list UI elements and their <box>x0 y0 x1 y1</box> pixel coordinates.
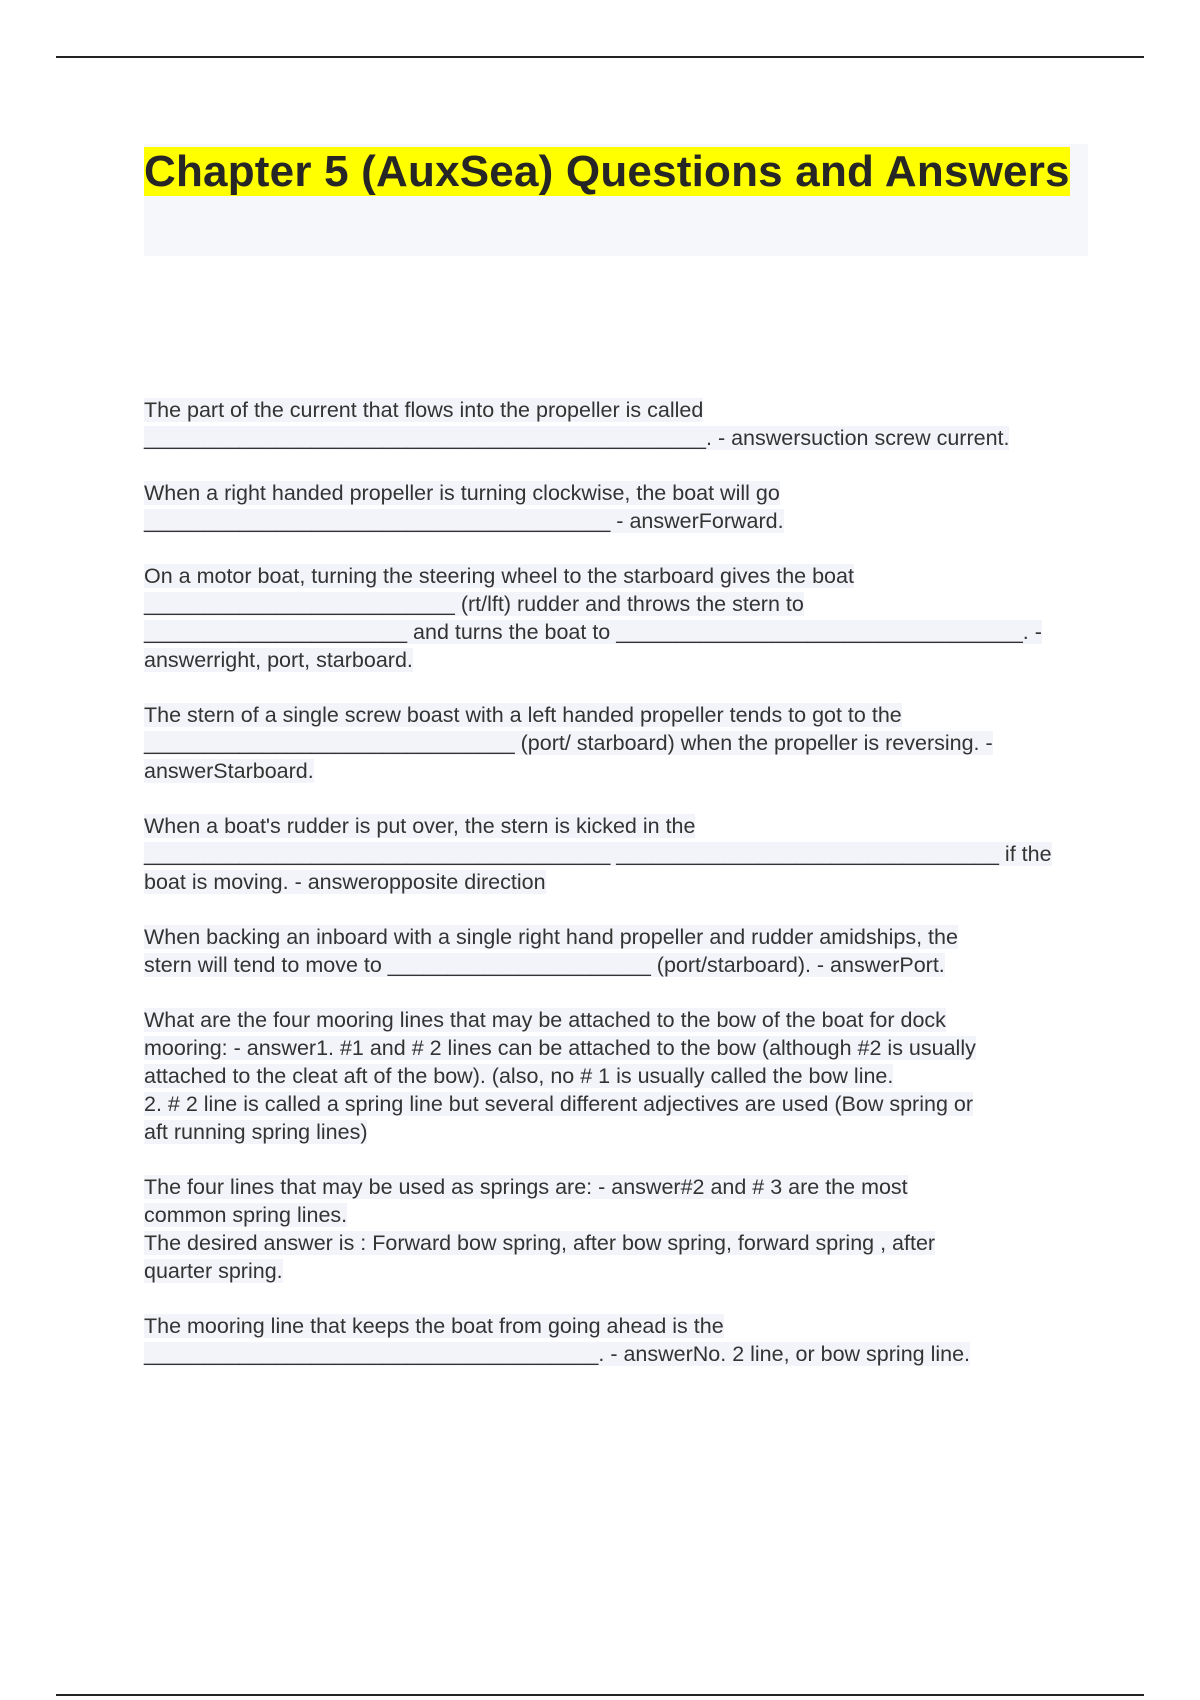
page-top-rule <box>56 56 1144 58</box>
qa-line: aft running spring lines) <box>144 1120 368 1144</box>
qa-item <box>144 396 1088 452</box>
qa-line: When backing an inboard with a single right hand propeller and rudder amidships, the <box>144 925 958 949</box>
qa-line: _______________________________________ ________________________________ if the <box>144 842 1052 866</box>
page-bottom-rule <box>56 1694 1144 1696</box>
qa-line: quarter spring. <box>144 1259 283 1283</box>
title-block <box>144 144 1088 256</box>
qa-line: When a right handed propeller is turning clockwise, the boat will go <box>144 481 780 505</box>
qa-list <box>144 396 1088 1395</box>
qa-line: common spring lines. <box>144 1203 348 1227</box>
qa-line: answerright, port, starboard. <box>144 648 413 672</box>
qa-line: The four lines that may be used as springs are: - answer#2 and # 3 are the most <box>144 1175 908 1199</box>
qa-item <box>144 1006 1088 1146</box>
qa-line: What are the four mooring lines that may be attached to the bow of the boat for dock <box>144 1008 946 1032</box>
qa-line: stern will tend to move to ______________________ (port/starboard). - answerPort. <box>144 953 945 977</box>
qa-item <box>144 923 1088 979</box>
qa-line: __________________________ (rt/lft) rudder and throws the stern to <box>144 592 804 616</box>
qa-line: On a motor boat, turning the steering wheel to the starboard gives the boat <box>144 564 854 588</box>
qa-line: ______________________ and turns the boat to __________________________________. - <box>144 620 1042 644</box>
qa-line: _______________________________________________. - answersuction screw current. <box>144 426 1010 450</box>
qa-line: boat is moving. - answeropposite direction <box>144 870 546 894</box>
qa-item <box>144 812 1088 896</box>
qa-item <box>144 562 1088 674</box>
qa-item <box>144 1173 1088 1285</box>
qa-line: The part of the current that flows into the propeller is called <box>144 398 704 422</box>
qa-line: When a boat's rudder is put over, the stern is kicked in the <box>144 814 696 838</box>
qa-line: The stern of a single screw boast with a left handed propeller tends to got to the <box>144 703 902 727</box>
qa-line: _______________________________ (port/ starboard) when the propeller is reversing. - <box>144 731 993 755</box>
qa-item <box>144 1312 1088 1368</box>
qa-line: _______________________________________ - answerForward. <box>144 509 784 533</box>
qa-line: answerStarboard. <box>144 759 314 783</box>
page-title: Chapter 5 (AuxSea) Questions and Answers <box>144 147 1070 196</box>
qa-line: 2. # 2 line is called a spring line but several different adjectives are used (Bow spring or <box>144 1092 973 1116</box>
qa-line: The mooring line that keeps the boat from going ahead is the <box>144 1314 724 1338</box>
qa-item <box>144 701 1088 785</box>
qa-line: mooring: - answer1. #1 and # 2 lines can be attached to the bow (although #2 is usually <box>144 1036 976 1060</box>
qa-line: ______________________________________. - answerNo. 2 line, or bow spring line. <box>144 1342 971 1366</box>
qa-line: attached to the cleat aft of the bow). (also, no # 1 is usually called the bow line. <box>144 1064 894 1088</box>
qa-item <box>144 479 1088 535</box>
qa-line: The desired answer is : Forward bow spring, after bow spring, forward spring , after <box>144 1231 936 1255</box>
